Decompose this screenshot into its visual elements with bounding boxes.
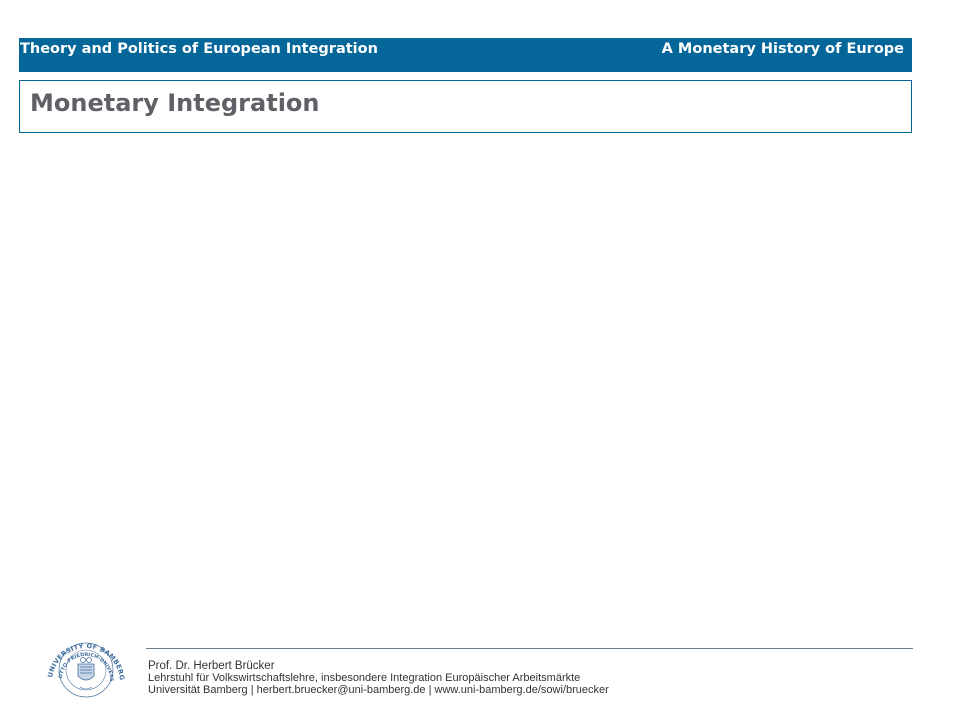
svg-text:OTTO-FRIEDRICH-UNIVERSITÄT: OTTO-FRIEDRICH-UNIVERS (57, 651, 115, 682)
footer-info (148, 660, 609, 696)
slide-title: Monetary Integration (30, 89, 320, 117)
course-title: Theory and Politics of European Integration (20, 41, 378, 57)
svg-text:UNIVERSITY OF BAMBERG: UNIVERSITY OF BAMBERG (46, 641, 127, 681)
header-bar (19, 38, 912, 72)
lecture-title: A Monetary History of Europe (661, 41, 904, 57)
footer-author: Prof. Dr. Herbert Brücker (148, 660, 275, 672)
university-seal-icon (42, 630, 130, 700)
footer-chair: Lehrstuhl für Volkswirtschaftslehre, insbesondere Integration Europäischer Arbeitsmärkte (148, 672, 581, 684)
slide-title-box (19, 80, 912, 133)
footer-divider (146, 648, 913, 649)
footer-contact: Universität Bamberg | herbert.bruecker@uni-bamberg.de | www.uni-bamberg.de/sowi/bruecker (148, 684, 609, 696)
